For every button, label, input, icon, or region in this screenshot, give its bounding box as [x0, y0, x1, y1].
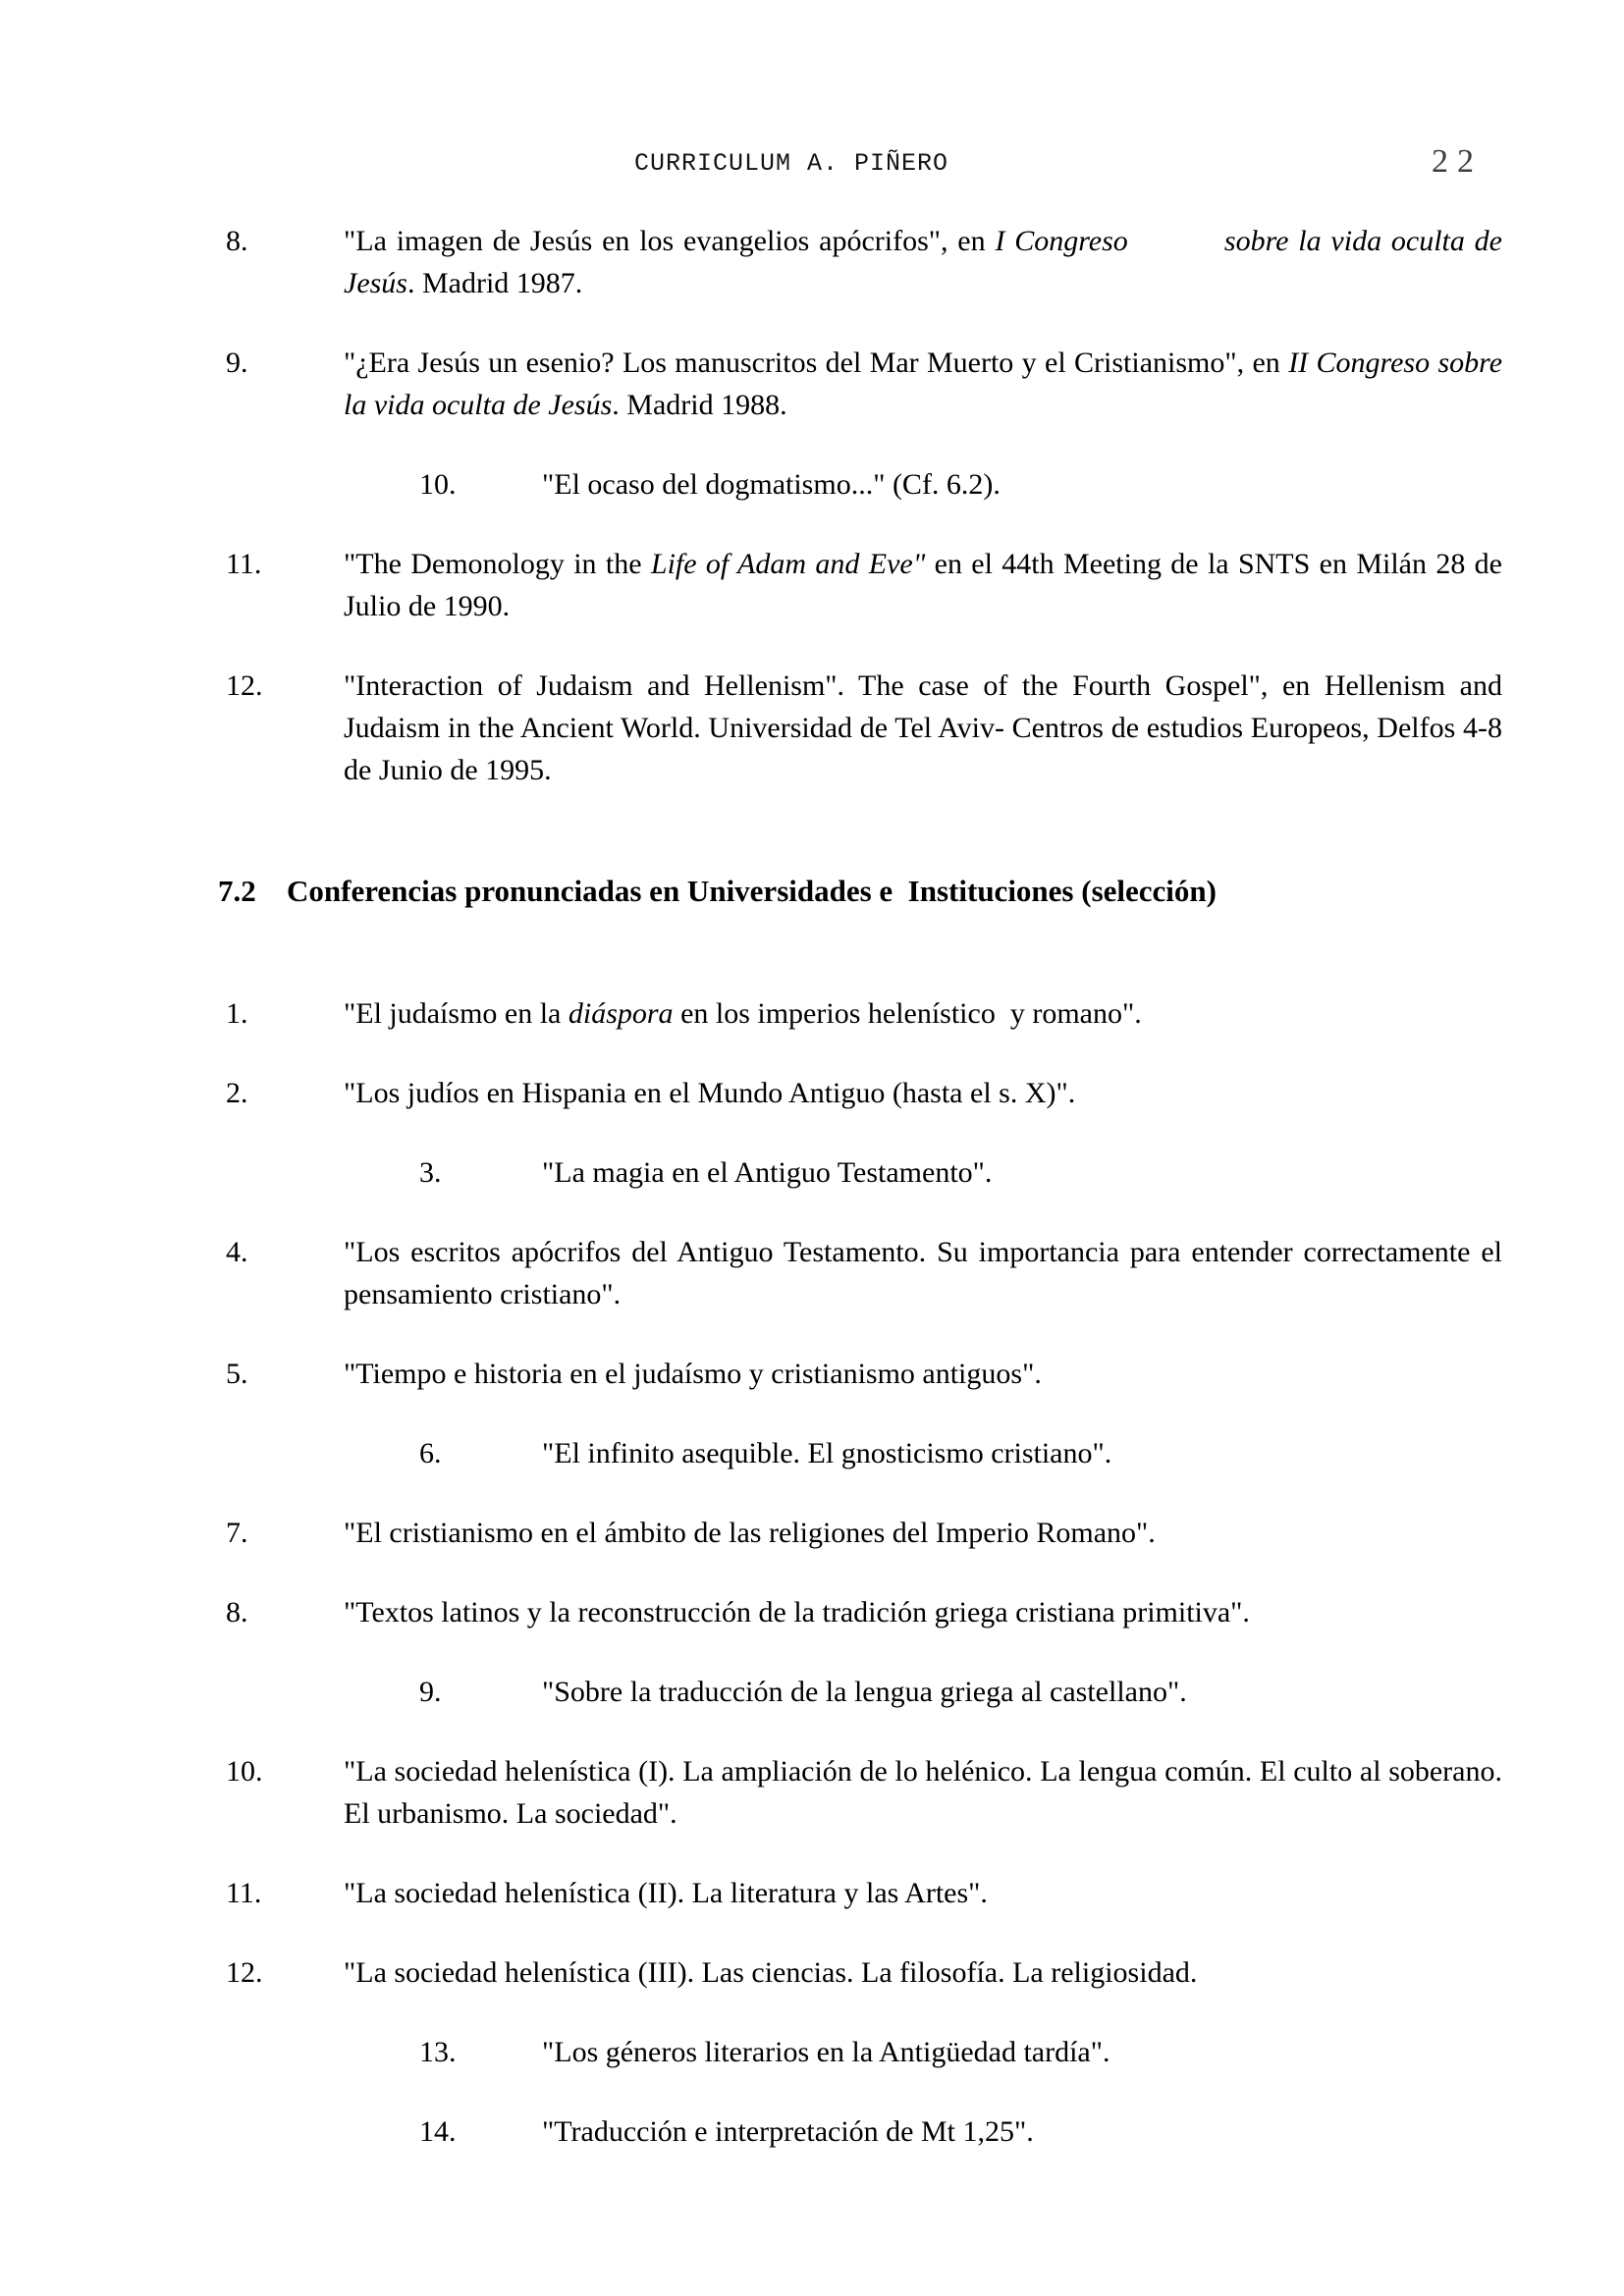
list-item: [226, 1591, 1502, 1633]
item-text: [344, 543, 1502, 627]
section-heading: [218, 870, 1502, 912]
text-segment: "Los géneros literarios en la Antigüedad tardía".: [542, 2036, 1110, 2068]
item-number: 3.: [419, 1156, 442, 1189]
item-number: 8.: [226, 225, 248, 257]
page-number: 22: [1432, 143, 1483, 180]
lectures-list: [226, 992, 1502, 2153]
list-item: [226, 992, 1502, 1035]
list-item: [226, 1353, 1502, 1395]
italic-text-segment: II Congreso sobre la vida oculta de Jesús: [344, 347, 1503, 421]
item-text: [344, 1072, 1502, 1114]
item-text: [344, 992, 1502, 1035]
text-segment: "Traducción e interpretación de Mt 1,25".: [542, 2115, 1034, 2148]
item-text: [344, 1231, 1502, 1315]
list-item: [226, 543, 1502, 627]
item-number: 12.: [226, 669, 263, 702]
item-text: [542, 2110, 1502, 2153]
section-title: Conferencias pronunciadas en Universidades e Instituciones (selección): [287, 874, 1217, 908]
text-segment: "Sobre la traducción de la lengua griega al castellano".: [542, 1676, 1187, 1708]
text-segment: "El infinito asequible. El gnosticismo cristiano".: [542, 1437, 1112, 1469]
italic-text-segment: I Congreso: [995, 225, 1128, 257]
item-number: 7.: [226, 1517, 248, 1549]
text-segment: "¿Era Jesús un esenio? Los manuscritos del Mar Muerto y el Cristianismo", en: [344, 347, 1289, 379]
list-item: [226, 463, 1502, 506]
text-segment: "La magia en el Antiguo Testamento".: [542, 1156, 993, 1189]
text-segment: en el 44th Meeting de la SNTS en Milán 28 de Julio de 1990.: [344, 548, 1502, 622]
italic-text-segment: sobre la vida oculta de Jesús: [344, 225, 1502, 299]
list-item: [226, 1072, 1502, 1114]
text-segment: "Interaction of Judaism and Hellenism". The case of the Fourth Gospel", en Hellenism and Judaism in the Ancient World. Universidad de Tel Aviv- Centros de estudios Europeos, Delfos 4-8 de Junio de 1995.: [344, 669, 1502, 786]
text-segment: [1128, 225, 1224, 257]
item-number: 6.: [419, 1437, 442, 1469]
item-number: 8.: [226, 1596, 248, 1629]
text-segment: "Textos latinos y la reconstrucción de la tradición griega cristiana primitiva".: [344, 1596, 1250, 1629]
item-number: 5.: [226, 1358, 248, 1390]
text-segment: "El ocaso del dogmatismo..." (Cf. 6.2).: [542, 468, 1001, 501]
item-text: [344, 1750, 1502, 1835]
item-number: 9.: [226, 347, 248, 379]
text-segment: . Madrid 1987.: [406, 267, 583, 299]
list-item: [226, 1671, 1502, 1713]
item-text: [344, 342, 1502, 426]
item-number: 1.: [226, 997, 248, 1030]
item-text: [542, 463, 1502, 506]
text-segment: "La imagen de Jesús en los evangelios apócrifos", en: [344, 225, 996, 257]
item-number: 9.: [419, 1676, 442, 1708]
list-item: [226, 665, 1502, 791]
item-text: [542, 1671, 1502, 1713]
item-text: [344, 665, 1502, 791]
item-text: [344, 1353, 1502, 1395]
item-text: [344, 1512, 1502, 1554]
text-segment: "El judaísmo en la: [344, 997, 568, 1030]
list-item: [226, 220, 1502, 304]
list-item: [226, 1151, 1502, 1194]
item-text: [344, 1951, 1502, 1994]
item-number: 11.: [226, 1877, 262, 1909]
text-segment: "Los judíos en Hispania en el Mundo Antiguo (hasta el s. X)".: [344, 1077, 1076, 1109]
list-item: [226, 1750, 1502, 1835]
item-number: 10.: [226, 1755, 263, 1788]
item-number: 4.: [226, 1236, 248, 1268]
item-text: [344, 1872, 1502, 1914]
text-segment: "La sociedad helenística (II). La literatura y las Artes".: [344, 1877, 988, 1909]
running-header: CURRICULUM A. PIÑERO: [634, 149, 949, 178]
text-segment: "El cristianismo en el ámbito de las religiones del Imperio Romano".: [344, 1517, 1156, 1549]
item-number: 2.: [226, 1077, 248, 1109]
item-number: 12.: [226, 1956, 263, 1989]
item-number: 14.: [419, 2115, 457, 2148]
list-item: [226, 342, 1502, 426]
text-segment: . Madrid 1988.: [612, 389, 787, 421]
text-segment: "Los escritos apócrifos del Antiguo Testamento. Su importancia para entender correctamente el pensamiento cristiano".: [344, 1236, 1502, 1310]
item-text: [344, 220, 1502, 304]
italic-text-segment: Life of Adam and Eve": [650, 548, 926, 580]
list-item: [226, 1231, 1502, 1315]
list-item: [226, 1951, 1502, 1994]
text-segment: en los imperios helenístico y romano".: [673, 997, 1142, 1030]
text-segment: "La sociedad helenística (I). La ampliación de lo helénico. La lengua común. El culto al soberano. El urbanismo. La sociedad".: [344, 1755, 1502, 1830]
list-item: [226, 1872, 1502, 1914]
item-text: [542, 1151, 1502, 1194]
item-number: 13.: [419, 2036, 457, 2068]
item-text: [542, 1432, 1502, 1474]
item-number: 10.: [419, 468, 457, 501]
section-number: 7.2: [218, 874, 256, 908]
item-text: [344, 1591, 1502, 1633]
text-segment: "Tiempo e historia en el judaísmo y cristianismo antiguos".: [344, 1358, 1042, 1390]
italic-text-segment: diáspora: [568, 997, 674, 1030]
item-number: 11.: [226, 548, 262, 580]
text-segment: "The Demonology in the: [344, 548, 651, 580]
list-item: [226, 1512, 1502, 1554]
list-item: [226, 1432, 1502, 1474]
document-body: [218, 220, 1503, 2190]
text-segment: "La sociedad helenística (III). Las ciencias. La filosofía. La religiosidad.: [344, 1956, 1198, 1989]
list-item: [226, 2031, 1502, 2073]
list-item: [226, 2110, 1502, 2153]
item-text: [542, 2031, 1502, 2073]
communications-list: [226, 220, 1502, 791]
